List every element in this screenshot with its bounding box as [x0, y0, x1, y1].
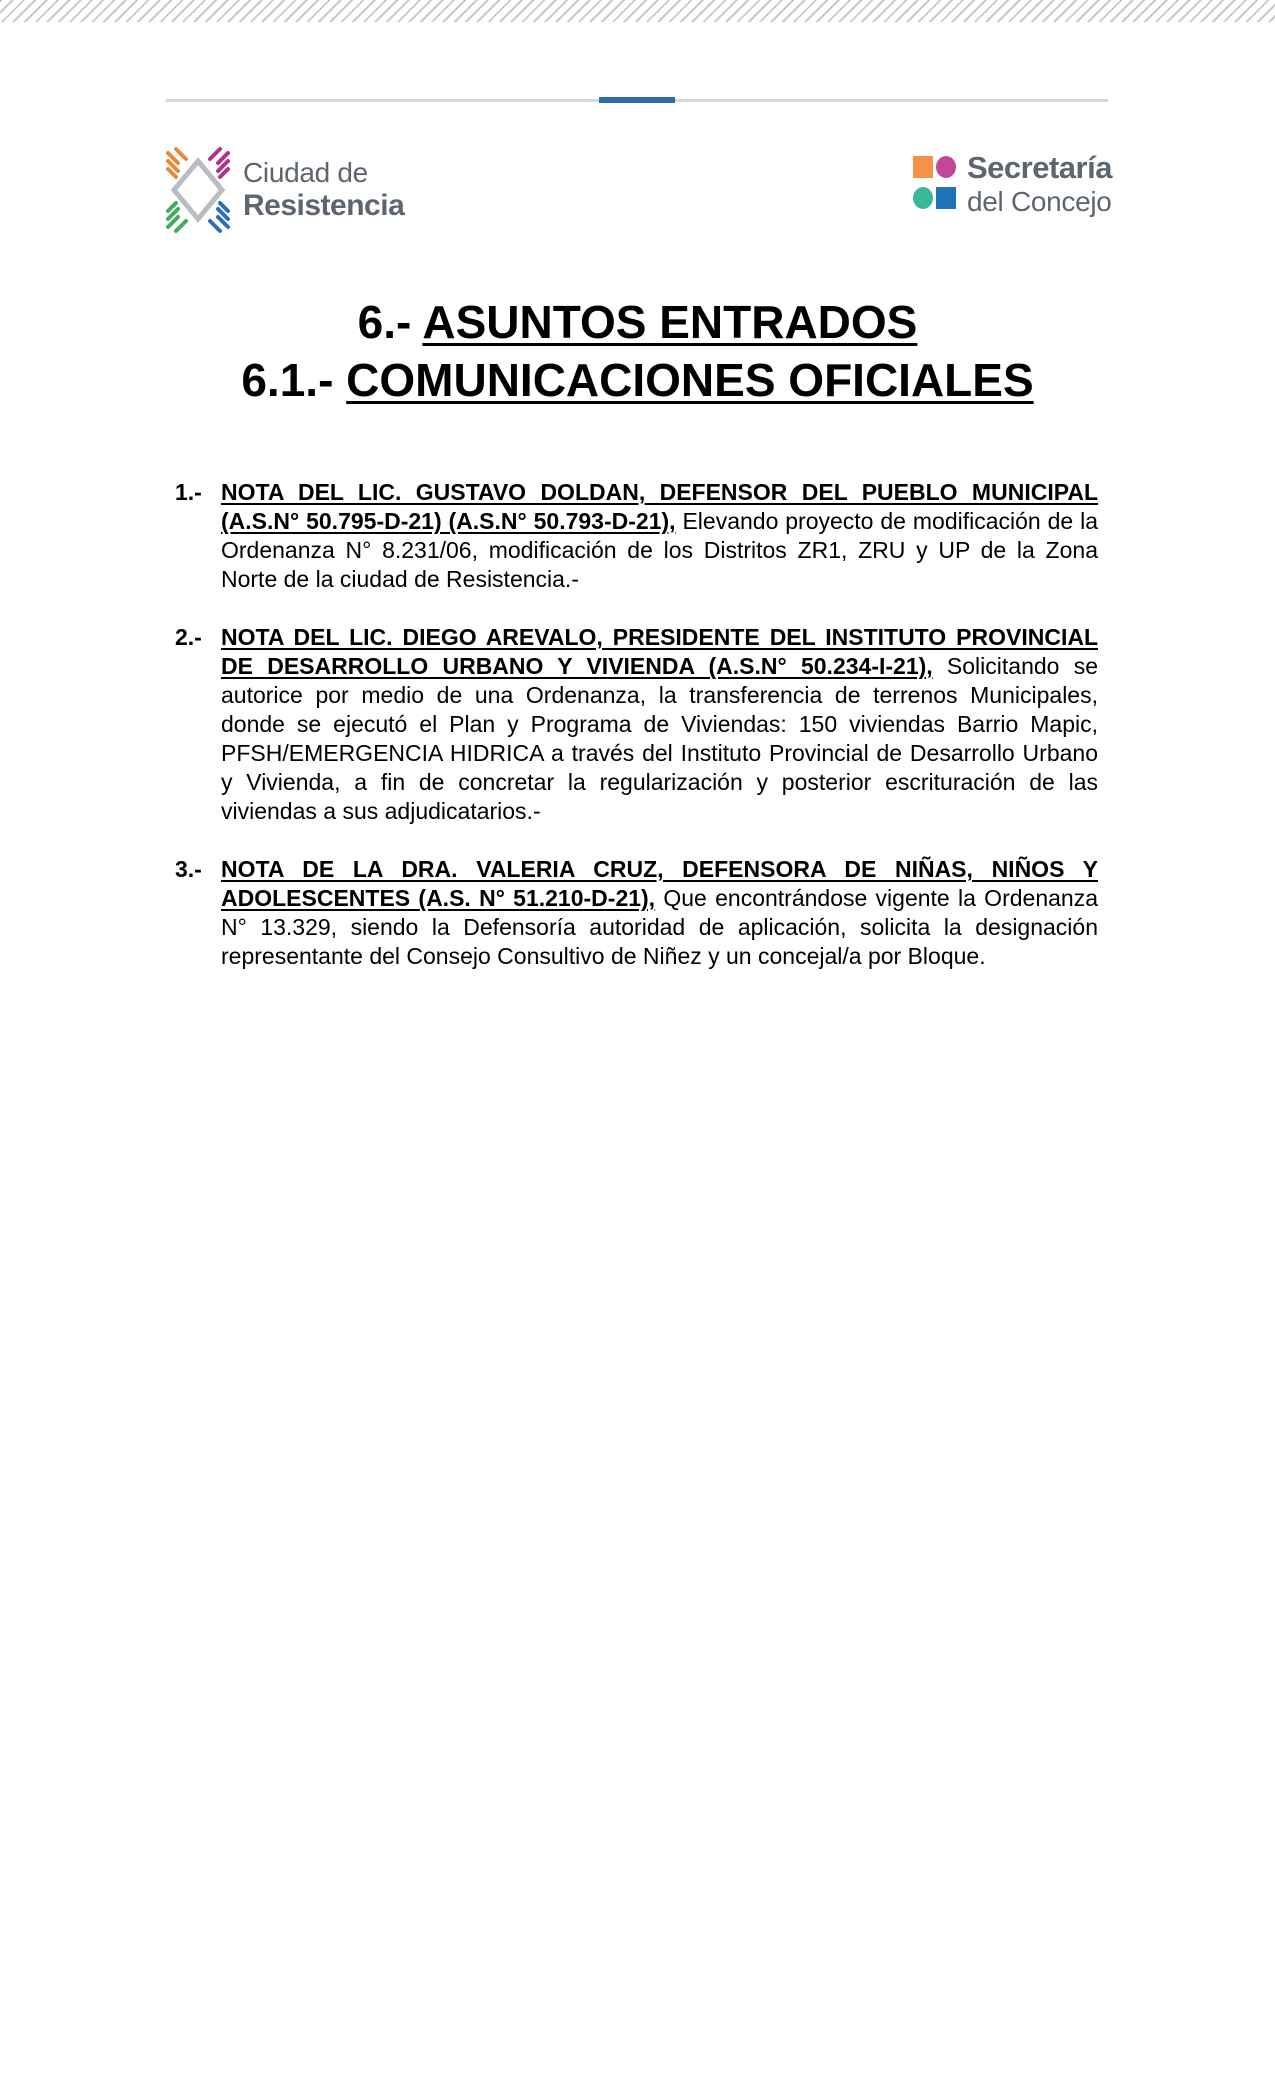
item-number: 2.- — [175, 624, 202, 650]
secretaria-squares-icon — [913, 154, 957, 218]
item-body — [221, 623, 1098, 826]
item-lead: NOTA DE LA DRA. VALERIA CRUZ, DEFENSORA DE NIÑAS, NIÑOS Y ADOLESCENTES (A.S. N° 51.210-D-21), — [221, 856, 1098, 911]
item-text: Elevando proyecto de modificación de la Ordenanza N° 8.231/06, modificación de los Distritos ZR1, ZRU y UP de la Zona Norte de la ciudad de Resistencia.- — [221, 508, 1098, 592]
item-text: Que encontrándose vigente la Ordenanza N° 13.329, siendo la Defensoría autoridad de aplicación, solicita la designación representante del Consejo Consultivo de Niñez y un concejal/a por Bloque. — [221, 885, 1098, 969]
list-item — [175, 623, 1098, 826]
item-body — [221, 855, 1098, 971]
item-lead: NOTA DEL LIC. DIEGO AREVALO, PRESIDENTE DEL INSTITUTO PROVINCIAL DE DESARROLLO URBANO Y VIVIENDA (A.S.N° 50.234-I-21), — [221, 624, 1098, 679]
ciudad-de-resistencia-logo — [166, 145, 406, 235]
subsection-heading — [0, 352, 1275, 408]
resistencia-emblem-icon — [166, 145, 230, 235]
communications-list — [175, 478, 1098, 1000]
list-item — [175, 478, 1098, 594]
section-heading — [0, 294, 1275, 350]
logo-right-line2: del Concejo — [967, 186, 1112, 217]
logo-right-line1: Secretaría — [967, 150, 1112, 185]
list-item — [175, 855, 1098, 971]
top-hatch-border — [0, 0, 1275, 22]
item-body — [221, 478, 1098, 594]
header-rule-accent — [599, 97, 675, 103]
logo-left-line2: Resistencia — [243, 189, 405, 222]
item-text: Solicitando se autorice por medio de una Ordenanza, la transferencia de terrenos Municipales, donde se ejecutó el Plan y Programa de Viviendas: 150 viviendas Barrio Mapic, PFSH/EMERGENCIA HIDRICA a través del Instituto Provincial de Desarrollo Urbano y Vivienda, a fin de concretar la regularización y posterior escrituración de las viviendas a sus adjudicatarios.- — [221, 653, 1098, 824]
item-lead: NOTA DEL LIC. GUSTAVO DOLDAN, DEFENSOR DEL PUEBLO MUNICIPAL (A.S.N° 50.795-D-21) (A.S.N° 50.793-D-21), — [221, 479, 1098, 534]
subsection-title: COMUNICACIONES OFICIALES — [346, 354, 1034, 406]
subsection-number: 6.1.- — [241, 354, 347, 406]
secretaria-del-concejo-logo — [913, 150, 1113, 230]
item-number: 1.- — [175, 479, 202, 505]
logo-left-line1: Ciudad de — [243, 157, 368, 188]
section-number: 6.- — [357, 296, 423, 348]
item-number: 3.- — [175, 856, 202, 882]
section-title: ASUNTOS ENTRADOS — [422, 296, 918, 348]
